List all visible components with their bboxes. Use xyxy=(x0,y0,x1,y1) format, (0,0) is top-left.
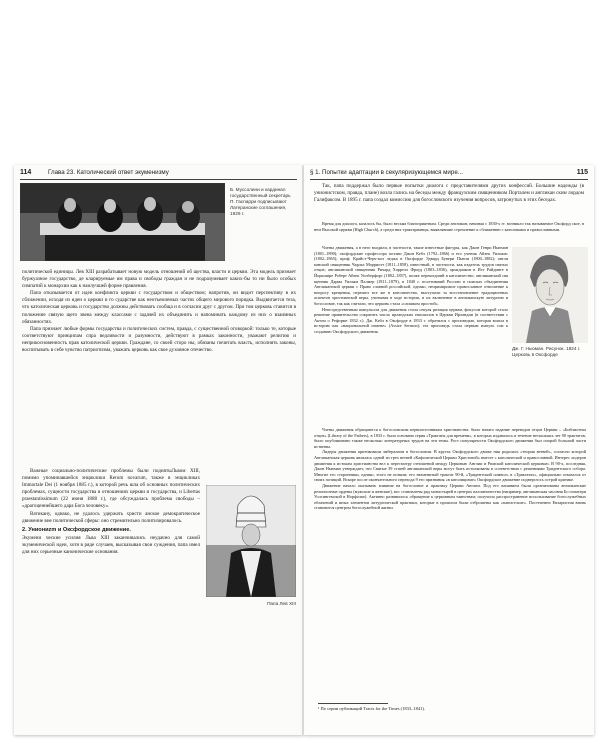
right-running-head xyxy=(310,167,588,180)
paragraph: Лидеры движения критиковали либерализм в богословии. В кругах Оксфордского движе ния родилась «теория ветвей», согласно которой Англиканская церковь являлась одной из трех ветвей «Кафолической Церкви Христовой» вместе с католической и православной. Интерес лидеров движения к истокам христианства вел к пересмотру отношений между Церковью Англии и Римской католической церковью. В 90-х, последняя, Джон Ньюман утверждает, что Святые 39 статей англиканской веры могут быть истолкованы в соответствии с решениями Тридентского собора. Многие его сторонники, однако, этого не поняли; его знаменитый трактат 90-й, «Тридентский символ» в «Трактатах», официально отказался от своих позиций. Вскоре после окончательного перехода 9 его призвания «в католицизме» Оксфордское движение подверглось острой критике. xyxy=(314,449,586,483)
paragraph: Непосредственным импульсом для движения стала секуля ризация церкви, фокусом которой стало решение правительства сократить число ирландских епископов в Церкви Ирландии (в соответствии с Актом о Реформе 1832 г.). Дж. Кебл в Оксфорде в 1833 г. обратился с проповедью, которая вошла в историю как «национальной измене» (Assize Sermon); эта проповедь стала первым импуль сом к созданию Оксфордского движения. xyxy=(314,306,508,334)
pope-caption: Папа Лев XIII xyxy=(267,601,296,606)
left-upper-text xyxy=(22,269,296,354)
treaty-photo-caption: Б. Муссолини и кардинал государственный секретарь П. Гаспарри подписывают Латеранские соглашения, 1929 г. xyxy=(230,187,291,216)
newman-portrait-image xyxy=(512,247,588,343)
paragraph: Члены движения, а в него входили, в частности, такие известные фигуры, как Джон Генри Ньюман (1801–1890); оксфордские профессора поэзии Джон Кебл (1792–1866) и его ученик Айзек Уильямс (1802–1865); проф. Крайст-Черч-кол леджа в Оксфорде Эдвард Бувери Пьюзи (1800–1882); англи канский священник Чарльз Мэрриотт (1811–1858), известный, в частности, как издатель трудов святых отцов; англиканский священник Ричард Харрелл Фроуд (1803–1836), архидиакон в Ист Райдинге в Йоркшире Роберт Айзек Уилберфорс (1802–1857), позже перешедший в католичество; англиканский свя щенник Дарма Уильям Палмер (1811–1879), в 1840 г. посетивший Россию в поисках объединения Англиканской церкви с Право славной российской, однако, непримиримое православное отношение к вопросу крещения, перешел все же в католичество, выступали за восстановление традиционных аспектов христианской веры, учитывая в ходе истории, и их включение в англиканскую литургию и богословие, так как считали, что церковь стала «слишком простой». xyxy=(314,245,508,306)
left-page-number: 114 xyxy=(20,169,32,176)
pope-portrait-image xyxy=(206,485,296,597)
left-page xyxy=(14,165,303,735)
paragraph: Важные социально-политические проблемы были поднятыЛьвом XIII, помимо упоминавшейся энциклики Rerum novarum, также в энцикликах Immortale Dei (1 ноября 1885 г.), в которой речь шла об основных политических проблемах, сущности государства и отношениях церкви и государства, и Libertas praestantissimum (22 июня 1888 г.), где обсуждалась проблема свободы – «драгоценнейшего дара Бога человеку». xyxy=(22,468,200,510)
left-running-head xyxy=(20,167,297,180)
paragraph: Папа отказывается от идеи конфликта церкви с государством и обществом; напротив, он видит перспективу в их сближении, исходя из идеи о церкви и го сударстве как неотъемлемых частях общего мирового порядка. Выдвигается теза, что католическая церковь и государство должны действовать сообща и в согласии друг с другом. При том церковь ставится в положение связую щего звена между классами с задачей их объединить и напоминать каждому из них о взаимных обязанностях. xyxy=(22,290,296,325)
paragraph: политической единицы. Лев XIII разрабатывает новую модель отношений об щества, власти и церкви. Эта модель признает буржуазное государство, де кларируемые им права и свободы граждан и не подразумевает каких-бы то ни было особых симпатий к монархии как к наилучшей форме правления. xyxy=(22,269,296,290)
right-small-text-bottom xyxy=(314,427,586,511)
left-running-title: Глава 23. Католический ответ экуменизму xyxy=(48,169,169,176)
footnote-rule xyxy=(318,703,388,704)
right-small-text-wrapped xyxy=(314,245,508,335)
pope-portrait xyxy=(206,485,296,597)
paragraph: Ватикану, однако, не удалось удержать христи анское демократическое движение вне политической сферы: оно стремительно политизировалось. xyxy=(22,510,200,524)
paragraph: Члены движения обращаются к богословским первоисточникам христианства: было начато издание переводов отцов Церкви – «Библиотека отцов» (Library of the Fathers), в 1833 г. была основана серия «Трактаты для времени», в которых издавалось в течение нескольких лет 90 трактатов, было опубликовано также несколько литературных трудов на эти темы. Рост популярности Оксфордского движения был опорой большой части истинны. xyxy=(314,427,586,449)
right-intro-text xyxy=(314,183,584,204)
left-lower-text xyxy=(22,468,200,556)
paragraph: Папа признает любые формы государства и политических систем, правда, с существенной оговоркой: только те, которые соответствуют принципам спра ведливости и разумности, действуют в рамках законности, уважают религию и неприкосновенность прав католической церкви. Граждане, со своей сторо ны, обязаны почитать власть, исполнять законы, воспитывать в себе чувство патриотизма, уважать церковь как свое духовное отечество. xyxy=(22,325,296,354)
paragraph: Так, папа поддержал было первые попытки диалога с представителями других конфессий. Большие надежды (в унионистском, правда, плане) возла гались на беседы между французским священником Порталем и англикан ским лордом Галифаксом. В 1895 г. папа создал комиссию для богословского изучения вопросов, затронутых в этих беседах. xyxy=(314,183,584,204)
right-page-number: 115 xyxy=(576,169,588,176)
paragraph: Экумени ческие усилия Льва XIII заканчивались неудачно для самой экуменической идеи, хотя в ряде случаев, высказывая свои суждения, папа имел для них серьезные канонические основания. xyxy=(22,534,200,555)
treaty-photo-image xyxy=(20,183,225,261)
right-small-text-top xyxy=(314,221,584,232)
section-heading: 2. Униониzm и Оксфордское движение. xyxy=(22,526,131,533)
paragraph: Движение начало оказывать влияние на богословие и практику Церкви Англии. Под его влиянием были организованы англиканские религиозные ордены (мужские и женские), вос становлены ряд монастырей в центрах паломничества (например, англиканская часовня Бо гоматери Уолсингемской в Норфолке). Активно развивалось обращение к церковным таинствам; получило распространение использование богослужебных облачений и иных элементов литургической практики, которые в прошлом были отброшены как «папистские». Постепенно Евхаристия вновь становится центром богослужебной жизни. xyxy=(314,482,586,511)
newman-portrait xyxy=(512,247,588,343)
newman-caption: Дж. Г. Ньюман. Рисунок. 1824 г. Церковь в Оксфорде xyxy=(512,346,581,357)
treaty-photo xyxy=(20,183,225,261)
footnote: ¹ По серии публикаций Tracts for the Times (1833–1841). xyxy=(318,706,425,711)
right-running-title: § 1. Попытки адаптации в секуляризующемся мире... xyxy=(310,169,463,176)
paragraph: Время для диалога, казалось бы, было весьма благоприятным. Среди англикан, начиная с 1830-х гг. возникло так называемое Оксфорд ское, в нем Высокой церкви (High Church), а среди них трактарианцы, выявлявшие стремление к сближению с католиками и православными. xyxy=(314,221,584,232)
right-page xyxy=(304,165,594,735)
